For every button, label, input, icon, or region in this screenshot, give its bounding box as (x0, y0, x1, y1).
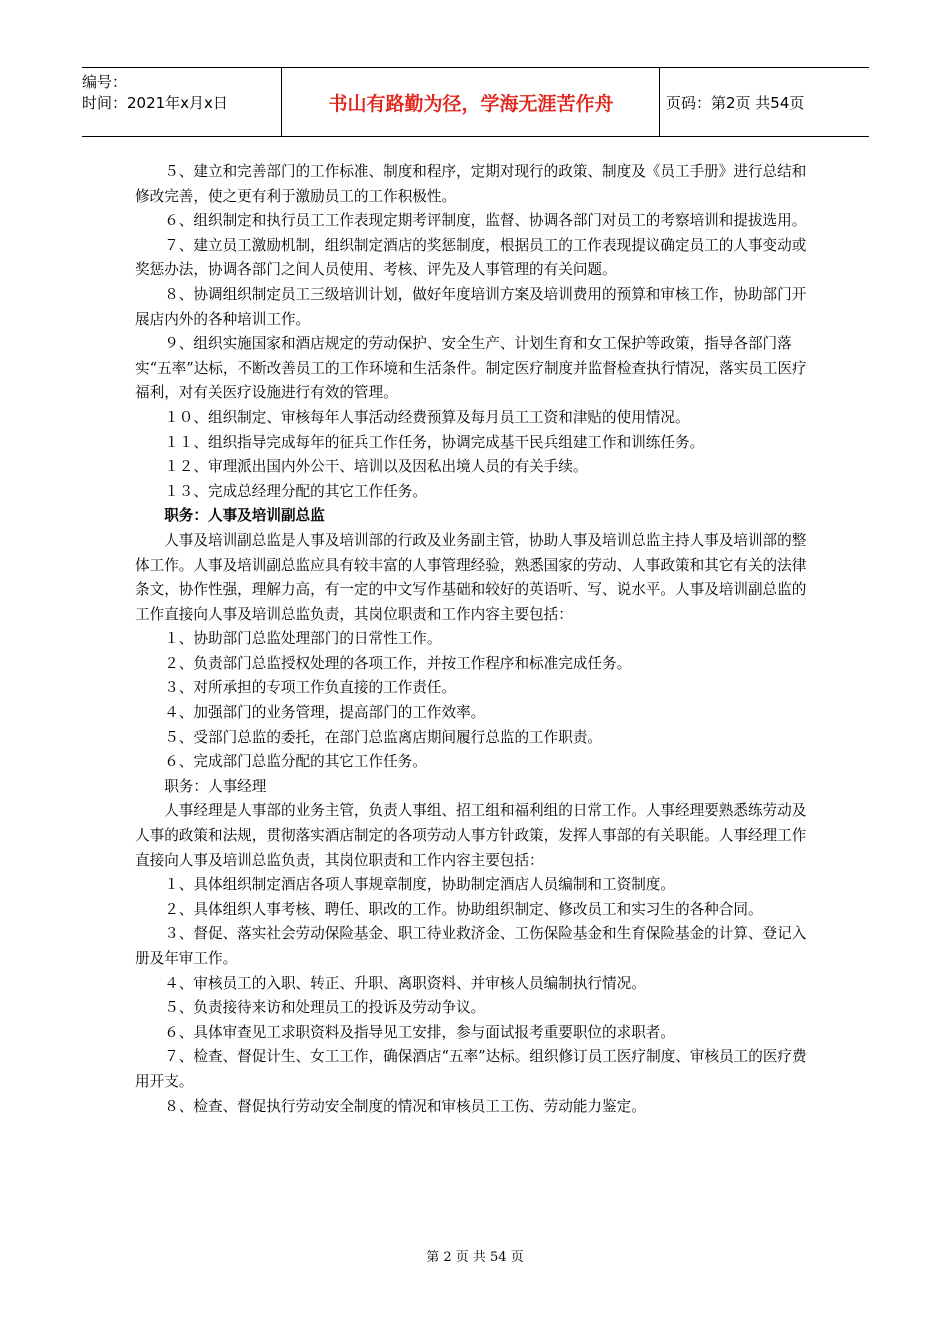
page-footer: 第 2 页 共 54 页 (426, 1250, 524, 1265)
paragraph: ５、受部门总监的委托，在部门总监离店期间履行总监的工作职责。 (164, 728, 603, 746)
paragraph: ７、建立员工激励机制，组织制定酒店的奖惩制度，根据员工的工作表现提议确定员工的人事变动或奖惩办法，协调各部门之间人员使用、考核、评先及人事管理的有关问题。 (135, 236, 807, 279)
paragraph: ６、具体审查见工求职资料及指导见工安排，参与面试报考重要职位的求职者。 (164, 1023, 675, 1041)
paragraph: ９、组织实施国家和酒店规定的劳动保护、安全生产、计划生育和女工保护等政策，指导各部门落实“五率”达标，不断改善员工的工作环境和生活条件。制定医疗制度并监督检查执行情况，落实员工医疗福利，对有关医疗设施进行有效的管理。 (135, 335, 807, 402)
paragraph: １２、审理派出国内外公干、培训以及因私出境人员的有关手续。 (164, 458, 588, 476)
document-number-label: 编号： (82, 73, 128, 91)
paragraph: ５、建立和完善部门的工作标准、制度和程序，定期对现行的政策、制度及《员工手册》进行总结和修改完善，使之更有利于激励员工的工作积极性。 (135, 163, 807, 205)
header-info-cell (82, 68, 282, 136)
paragraph: ２、负责部门总监授权处理的各项工作，并按工作程序和标准完成任务。 (164, 654, 632, 672)
section-heading: 职务：人事及培训副总监 (164, 507, 325, 525)
header-page-label: 页码：第2页 共54页 (666, 93, 805, 112)
header-motto: 书山有路勤为径，学海无涯苦作舟 (283, 68, 660, 136)
paragraph: １３、完成总经理分配的其它工作任务。 (164, 482, 427, 500)
paragraph: ２、具体组织人事考核、聘任、职改的工作。协助组织制定、修改员工和实习生的各种合同。 (164, 900, 763, 918)
paragraph: 人事及培训副总监是人事及培训部的行政及业务副主管，协助人事及培训总监主持人事及培训部的整体工作。人事及培训副总监应具有较丰富的人事管理经验，熟悉国家的劳动、人事政策和其它有关的法律条文，协作性强，理解力高，有一定的中文写作基础和较好的英语听、写、说水平。人事及培训副总监的工作直接向人事及培训总监负责，其岗位职责和工作内容主要包括： (135, 531, 807, 623)
paragraph: ６、完成部门总监分配的其它工作任务。 (164, 753, 427, 771)
paragraph: ６、组织制定和执行员工工作表现定期考评制度，监督、协调各部门对员工的考察培训和提拔选用。 (164, 212, 807, 230)
paragraph: ５、负责接待来访和处理员工的投诉及劳动争议。 (164, 999, 486, 1017)
paragraph: ８、协调组织制定员工三级培训计划，做好年度培训方案及培训费用的预算和审核工作，协助部门开展店内外的各种培训工作。 (135, 285, 807, 328)
paragraph: 职务：人事经理 (164, 777, 267, 795)
paragraph: ４、加强部门的业务管理，提高部门的工作效率。 (164, 704, 486, 722)
paragraph: ８、检查、督促执行劳动安全制度的情况和审核员工工伤、劳动能力鉴定。 (164, 1097, 646, 1115)
paragraph: ３、督促、落实社会劳动保险基金、职工待业救济金、工伤保险基金和生育保险基金的计算、登记入册及年审工作。 (135, 925, 807, 967)
paragraph: １０、组织制定、审核每年人事活动经费预算及每月员工工资和津贴的使用情况。 (164, 408, 690, 426)
paragraph: 人事经理是人事部的业务主管，负责人事组、招工组和福利组的日常工作。人事经理要熟悉练劳动及人事的政策和法规，贯彻落实酒店制定的各项劳动人事方针政策，发挥人事部的有关职能。人事经理工作直接向人事及培训总监负责，其岗位职责和工作内容主要包括： (135, 802, 807, 869)
paragraph: １１、组织指导完成每年的征兵工作任务，协调完成基干民兵组建工作和训练任务。 (164, 433, 705, 451)
paragraph: ７、检查、督促计生、女工工作，确保酒店“五率”达标。组织修订员工医疗制度、审核员工的医疗费用开支。 (135, 1048, 807, 1090)
document-body (135, 160, 815, 1119)
document-date-label: 时间：2021年x月x日 (82, 94, 228, 112)
page-header (82, 67, 869, 137)
paragraph: ３、对所承担的专项工作负直接的工作责任。 (164, 679, 457, 697)
paragraph: ４、审核员工的入职、转正、升职、离职资料、并审核人员编制执行情况。 (164, 974, 646, 992)
paragraph: １、具体组织制定酒店各项人事规章制度，协助制定酒店人员编制和工资制度。 (164, 876, 675, 894)
paragraph: １、协助部门总监处理部门的日常性工作。 (164, 630, 442, 648)
